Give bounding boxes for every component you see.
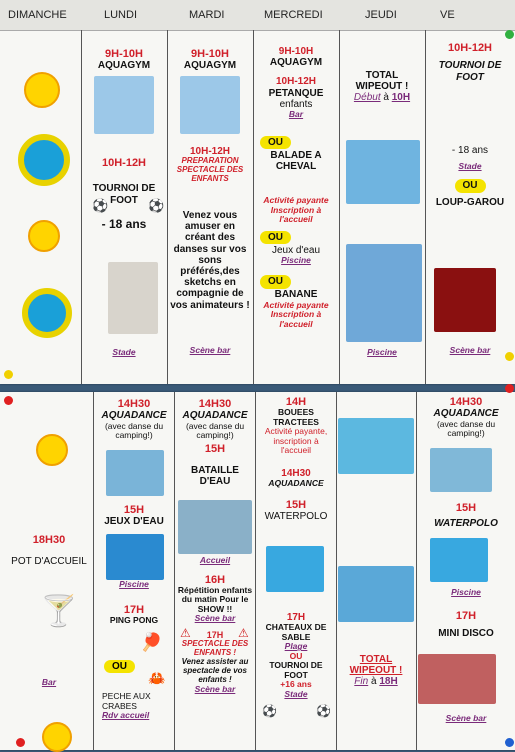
place: Scène bar — [189, 345, 231, 355]
soccer-ball-icon: ⚽ — [316, 704, 331, 718]
ou-badge: OU — [260, 275, 291, 288]
soccer-ball-icon: ⚽ — [262, 704, 277, 718]
mardi-place — [170, 346, 250, 356]
day-header-row — [0, 0, 515, 31]
paid-note: Activité payante Inscription à l'accueil — [263, 195, 329, 225]
time: 14H30 — [281, 467, 311, 479]
lundi-afternoon — [96, 398, 172, 441]
ou-wrap — [104, 656, 135, 674]
swim-ring-icon — [22, 288, 72, 338]
mardi-morning — [170, 48, 250, 72]
aquagym-photo — [94, 76, 154, 134]
mercredi-afternoon — [258, 396, 334, 522]
age-limit: - 18 ans — [451, 144, 489, 156]
wipeout-slide-photo — [346, 244, 422, 342]
time: 15H — [123, 504, 145, 516]
jeudi-wipeout — [338, 654, 414, 688]
time: 10H-12H — [101, 157, 147, 169]
age-limit: +16 ans — [280, 679, 312, 690]
dimanche-place — [8, 678, 90, 688]
time: 10H-12H — [447, 42, 493, 54]
place: Stade — [458, 160, 482, 171]
sun-icon — [42, 722, 72, 752]
lundi-peche — [96, 692, 178, 721]
time: 14H30 — [117, 398, 151, 410]
activity: POT D'ACCUEIL — [11, 556, 87, 568]
column-divider — [255, 392, 256, 750]
time: 14H30 — [449, 396, 483, 408]
activity: BOUEES TRACTEES — [273, 407, 319, 427]
time: 10H-12H — [275, 76, 317, 88]
activity: TOURNOI DE FOOT — [438, 60, 502, 83]
place: Bar — [288, 108, 304, 119]
dancers-icon — [170, 184, 250, 210]
activity: TOTAL WIPEOUT ! — [349, 654, 403, 677]
header-dimanche: DIMANCHE — [8, 9, 67, 21]
place: Scène bar — [449, 345, 491, 355]
vendredi-afternoon — [419, 396, 513, 439]
place: Plage — [284, 641, 308, 652]
sun-icon — [36, 434, 68, 466]
activity: CHATEAUX DE SABLE — [265, 622, 327, 642]
activity: TOTAL WIPEOUT ! — [355, 70, 409, 93]
ou-badge: OU — [104, 660, 135, 673]
lundi-place — [84, 348, 164, 358]
ou-badge: OU — [260, 136, 291, 149]
activity: AQUADANCE — [433, 408, 499, 420]
time: 9H-10H — [278, 46, 314, 57]
time: 17H — [286, 612, 306, 623]
ou-badge: OU — [455, 179, 486, 192]
horse-icon — [256, 172, 336, 196]
jeux-eau-photo — [106, 534, 164, 580]
soccer-ball-icon: ⚽ — [92, 198, 109, 213]
schedule-sheet-bottom — [0, 392, 515, 750]
activity-detail: enfants — [279, 98, 313, 110]
activity: Jeux d'eau — [271, 244, 321, 256]
place: Piscine — [119, 579, 149, 589]
push-pin — [505, 738, 514, 747]
end-label: Fin — [354, 676, 369, 688]
activity: FOOT — [110, 194, 138, 206]
push-pin — [4, 370, 13, 379]
time: 17H — [455, 609, 477, 622]
cocktail-icon: 🍸 — [40, 595, 78, 628]
time: 17H — [123, 603, 145, 616]
or-label: OU — [289, 650, 303, 661]
push-pin — [4, 396, 13, 405]
push-pin — [505, 30, 514, 39]
soccer-ball-icon: ⚽ — [148, 198, 165, 213]
aquadance-photo — [430, 448, 492, 492]
vendredi-waterpolo — [419, 502, 513, 530]
activity: AQUAGYM — [97, 60, 151, 72]
time: 10H-12H — [189, 146, 231, 157]
activity: Répétition enfants du matin Pour le SHOW !! — [177, 584, 253, 614]
disco-photo — [418, 654, 496, 704]
jeudi-place — [342, 348, 422, 358]
mercredi-evening — [258, 612, 334, 699]
connector: à — [370, 676, 377, 688]
time: 14H — [285, 396, 307, 408]
vendredi-place — [419, 714, 513, 724]
column-divider — [339, 30, 340, 384]
aquagym-photo — [180, 76, 240, 134]
vendredi-place — [428, 346, 512, 356]
activity: PECHE AUX CRABES — [102, 691, 151, 711]
aquadance-photo — [106, 450, 164, 496]
description: Venez vous amuser en créant des danses sur vos sons préférés,des sketchs en compagnie de vos animateurs ! — [170, 210, 250, 311]
time: 15H — [455, 502, 477, 514]
sun-icon — [24, 72, 60, 108]
place: Piscine — [281, 254, 311, 265]
push-pin — [16, 738, 25, 747]
warning-icon: ⚠ — [180, 626, 191, 640]
column-divider — [253, 30, 254, 384]
push-pin — [505, 352, 514, 361]
column-divider — [167, 30, 168, 384]
column-divider — [336, 392, 337, 750]
time: 17H — [206, 629, 224, 640]
header-lundi: LUNDI — [104, 9, 138, 21]
column-divider — [93, 392, 94, 750]
header-vendredi: VE — [440, 9, 455, 21]
lundi-foot — [84, 157, 164, 231]
bataille-eau-photo — [178, 500, 252, 554]
paid-note: Activité payante, inscription à l'accueil — [264, 426, 328, 456]
activity: BALADE A CHEVAL — [270, 149, 322, 173]
footballer-icon — [428, 83, 512, 145]
time: 9H-10H — [105, 48, 143, 60]
start-label: Début — [353, 92, 381, 104]
ou-badge: OU — [260, 231, 291, 244]
footballer-photo — [108, 262, 158, 334]
place: Scène bar — [445, 713, 487, 723]
activity: AQUADANCE — [101, 410, 167, 422]
note: (avec danse du camping!) — [104, 420, 164, 441]
activity: PING PONG — [109, 614, 159, 625]
connector: à — [383, 92, 389, 104]
swim-ring-icon — [18, 134, 70, 186]
mardi-spectacle — [170, 146, 250, 311]
time: 15H — [204, 442, 226, 455]
time: 14H30 — [198, 398, 232, 410]
ping-pong-icon: 🏓 — [140, 632, 163, 652]
start-time: 10H — [391, 92, 411, 104]
waterpolo-photo — [430, 538, 488, 582]
wipeout-photo — [346, 140, 420, 204]
activity: AQUAGYM — [269, 57, 323, 69]
activity: JEUX D'EAU — [104, 516, 164, 528]
place: Accueil — [199, 555, 231, 565]
age-limit: - 18 ans — [101, 216, 147, 231]
activity: MINI DISCO — [438, 627, 494, 639]
place: Bar — [41, 677, 57, 687]
wipeout-photo — [338, 566, 414, 622]
activity: AQUAGYM — [183, 60, 237, 72]
end-time: 18H — [379, 676, 398, 688]
waterpolo-photo — [266, 546, 324, 592]
time: 18H30 — [32, 534, 66, 546]
activity: TOURNOI DE FOOT — [269, 660, 323, 680]
place: Stade — [112, 347, 136, 357]
place: Piscine — [367, 347, 397, 357]
column-divider — [416, 392, 417, 750]
inflatable-photo — [338, 418, 414, 474]
time: 15H — [285, 498, 307, 511]
sun-icon — [28, 220, 60, 252]
note: (avec danse du camping!) — [436, 418, 496, 439]
activity: BANANE — [274, 289, 318, 301]
mercredi-morning — [256, 46, 336, 119]
header-mercredi: MERCREDI — [264, 9, 323, 21]
warning-icon: ⚠ — [238, 626, 249, 640]
place: Scène bar — [194, 683, 236, 694]
activity: PETANQUE — [268, 87, 324, 99]
paid-note: Activité payante Inscription à l'accueil — [263, 299, 329, 329]
note: (avec danse du camping!) — [185, 420, 245, 441]
dimanche-pot — [8, 534, 90, 568]
header-mardi: MARDI — [189, 9, 225, 21]
time: 16H — [204, 573, 226, 586]
place: Rdv accueil — [102, 710, 150, 721]
mardi-afternoon — [177, 398, 253, 487]
jeudi-wipeout — [342, 70, 422, 104]
loup-garou-photo — [434, 268, 496, 332]
crab-icon: 🦀 — [148, 670, 166, 686]
lundi-jeux-eau — [96, 504, 172, 528]
subtitle: PREPARATION SPECTACLE DES ENFANTS — [176, 156, 244, 184]
lundi-afternoon-2 — [96, 580, 172, 625]
activity: WATERPOLO — [264, 510, 328, 522]
lundi-morning — [84, 48, 164, 72]
mercredi-balade — [256, 132, 336, 329]
activity: AQUADANCE — [182, 410, 248, 422]
place: Stade — [284, 688, 308, 699]
vendredi-disco — [419, 588, 513, 639]
note: Venez assister au spectacle de vos enfants ! — [181, 656, 249, 684]
column-divider — [81, 30, 82, 384]
vendredi-morning — [428, 42, 512, 208]
column-divider — [425, 30, 426, 384]
activity: WATERPOLO — [434, 518, 498, 530]
place: Scène bar — [194, 613, 236, 624]
header-jeudi: JEUDI — [365, 9, 397, 21]
activity: SPECTACLE DES ENFANTS ! — [181, 638, 249, 657]
activity: BATAILLE D'EAU — [191, 464, 239, 488]
activity: LOUP-GAROU — [435, 197, 505, 209]
push-pin — [505, 384, 514, 393]
activity: TOURNOI DE — [92, 183, 156, 195]
time: 9H-10H — [191, 48, 229, 60]
place: Piscine — [451, 587, 481, 597]
activity: AQUADANCE — [268, 478, 324, 489]
